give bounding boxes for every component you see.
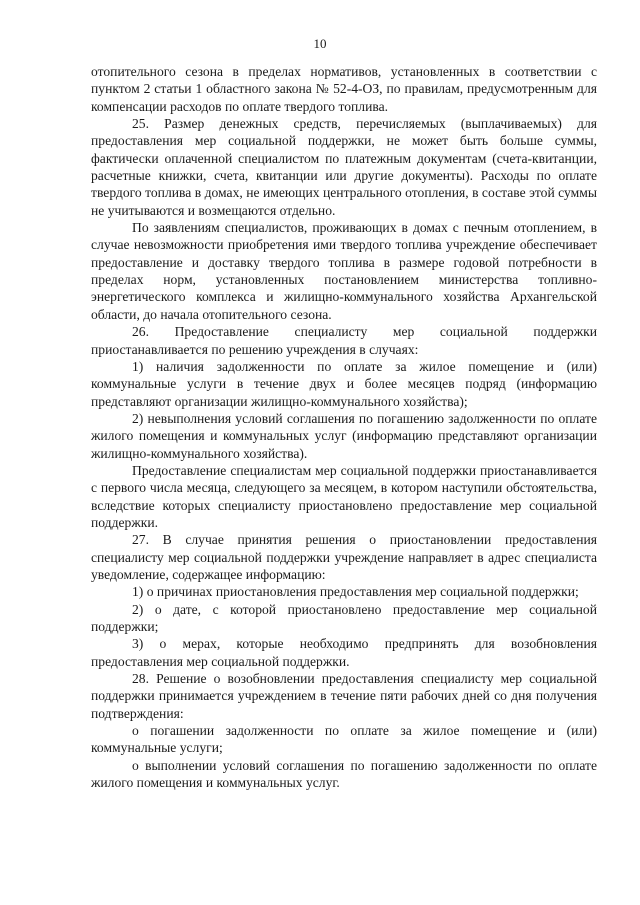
paragraph-item-26: 26. Предоставление специалисту мер социальной поддержки приостанавливается по решению учреждения в случаях: — [91, 324, 597, 357]
document-body — [91, 63, 597, 791]
paragraph-solid-fuel-delivery: По заявлениям специалистов, проживающих в домах с печным отоплением, в случае невозможности приобретения ими твердого топлива учреждение обеспечивает предоставление и доставку твердого топлива в размере годовой потребности в пределах норм, установленных постановлением министерства топливно-энергетического комплекса и жилищно-коммунального хозяйства Архангельской области, до начала отопительного сезона. — [91, 220, 597, 322]
paragraph-item-25: 25. Размер денежных средств, перечисляемых (выплачиваемых) для предоставления мер социальной поддержки, не может быть больше суммы, фактически оплаченной специалистом по платежным документам (счета-квитанции, расчетные книжки, счета, квитанции или другие документы). Расходы по оплате твердого топлива в домах, не имеющих центрального отопления, в составе этой суммы не учитываются и возмещаются отдельно. — [91, 116, 597, 218]
list-item-28-2: о выполнении условий соглашения по погашению задолженности по оплате жилого помещения и коммунальных услуг. — [91, 757, 597, 791]
paragraph-item-27: 27. В случае принятия решения о приостановлении предоставления специалисту мер социальной поддержки учреждение направляет в адрес специалиста уведомление, содержащее информацию: — [91, 532, 597, 582]
paragraph-suspension-date: Предоставление специалистам мер социальной поддержки приостанавливается с первого числа месяца, следующего за месяцем, в котором наступили обстоятельства, вследствие которых специалисту приостановлено предоставление мер социальной поддержки. — [91, 462, 597, 530]
page-number: 10 — [313, 36, 327, 51]
list-item-28-1: о погашении задолженности по оплате за жилое помещение и (или) коммунальные услуги; — [91, 723, 597, 756]
paragraph-continuation: отопительного сезона в пределах нормативов, установленных в соответствии с пунктом 2 статьи 1 областного закона № 52-4-ОЗ, по правилам, предусмотренным для компенсации расходов по оплате твердого топлива. — [91, 64, 597, 114]
list-item-27-2: 2) о дате, с которой приостановлено предоставление мер социальной поддержки; — [91, 601, 597, 634]
list-item-26-1: 1) наличия задолженности по оплате за жилое помещение и (или) коммунальные услуги в течение двух и более месяцев подряд (информацию представляют организации жилищно-коммунального хозяйства); — [91, 358, 597, 409]
list-item-27-3: 3) о мерах, которые необходимо предпринять для возобновления предоставления мер социальной поддержки. — [91, 636, 597, 669]
paragraph-item-28: 28. Решение о возобновлении предоставления специалисту мер социальной поддержки принимается учреждением в течение пяти рабочих дней со дня получения подтверждения: — [91, 671, 597, 721]
list-item-26-2: 2) невыполнения условий соглашения по погашению задолженности по оплате жилого помещения и коммунальных услуг (информацию представляют организации жилищно-коммунального хозяйства). — [91, 410, 597, 461]
list-item-27-1: 1) о причинах приостановления предоставления мер социальной поддержки; — [132, 584, 579, 600]
